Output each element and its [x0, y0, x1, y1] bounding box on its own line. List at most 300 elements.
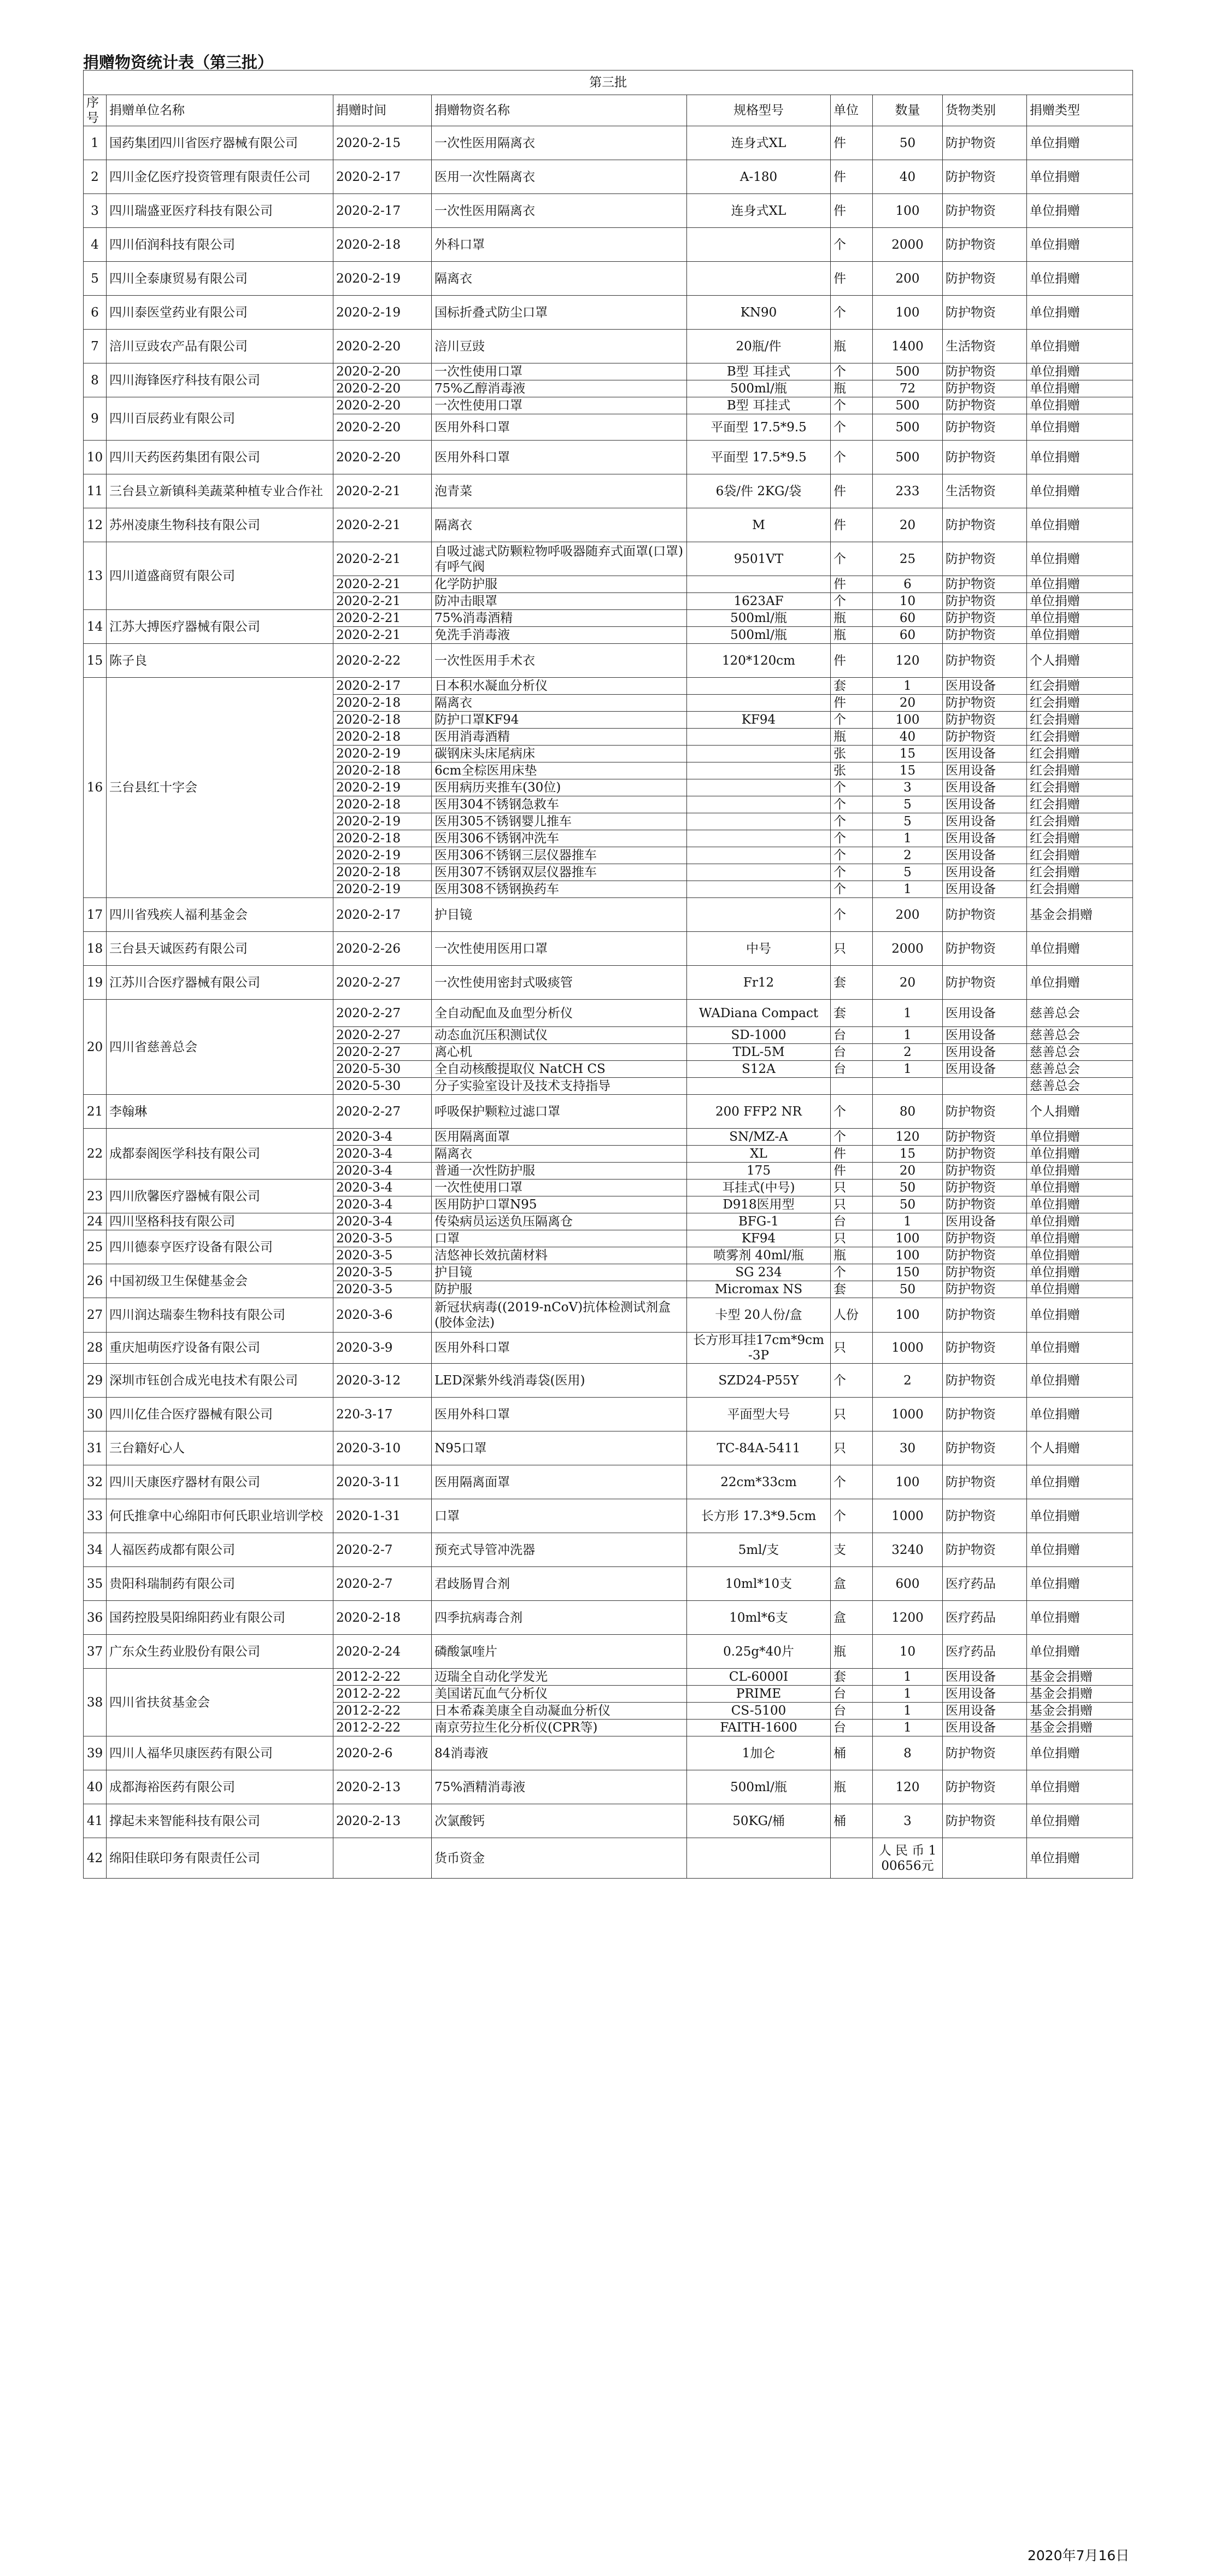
cell-donation-type: 单位捐赠: [1027, 1230, 1133, 1247]
cell-unit: 个: [831, 414, 873, 441]
cell-item: 涪川豆豉: [432, 330, 687, 363]
cell-spec: A-180: [687, 160, 831, 194]
batch-label: 第三批: [84, 71, 1133, 95]
cell-date: 2020-2-17: [333, 678, 432, 695]
table-row: [84, 441, 1133, 474]
row-index: 9: [84, 397, 107, 441]
cell-donation-type: 基金会捐赠: [1027, 1703, 1133, 1720]
cell-unit: 个: [831, 1499, 873, 1533]
table-row: [84, 966, 1133, 1000]
cell-category: 防护物资: [943, 508, 1027, 542]
cell-quantity: 20: [873, 508, 943, 542]
cell-spec: 10ml*10支: [687, 1567, 831, 1601]
cell-donation-type: 单位捐赠: [1027, 330, 1133, 363]
table-row: [84, 1804, 1133, 1838]
cell-spec: 120*120cm: [687, 644, 831, 678]
cell-spec: 连身式XL: [687, 194, 831, 228]
donor-name: 重庆旭萌医疗设备有限公司: [107, 1333, 333, 1364]
cell-quantity: 10: [873, 593, 943, 610]
cell-unit: 个: [831, 1465, 873, 1499]
table-row: [84, 1398, 1133, 1431]
row-index: 2: [84, 160, 107, 194]
cell-spec: 500ml/瓶: [687, 627, 831, 644]
cell-spec: 175: [687, 1163, 831, 1180]
cell-item: 一次性医用隔离衣: [432, 194, 687, 228]
cell-donation-type: 红会捐赠: [1027, 864, 1133, 881]
cell-item: 84消毒液: [432, 1736, 687, 1770]
cell-quantity: 20: [873, 1163, 943, 1180]
cell-unit: 件: [831, 508, 873, 542]
cell-category: 防护物资: [943, 1736, 1027, 1770]
cell-category: 医用设备: [943, 1720, 1027, 1736]
cell-unit: 个: [831, 847, 873, 864]
cell-donation-type: 红会捐赠: [1027, 712, 1133, 729]
cell-unit: 个: [831, 1095, 873, 1129]
cell-unit: 件: [831, 262, 873, 296]
cell-unit: 个: [831, 881, 873, 898]
cell-date: 2020-2-26: [333, 932, 432, 966]
cell-category: 医疗药品: [943, 1567, 1027, 1601]
row-index: 36: [84, 1601, 107, 1635]
donor-name: 国药集团四川省医疗器械有限公司: [107, 126, 333, 160]
cell-donation-type: 单位捐赠: [1027, 1146, 1133, 1163]
cell-item: 新冠状病毒((2019-nCoV)抗体检测试剂盒(胶体金法): [432, 1298, 687, 1333]
donor-name: 四川佰润科技有限公司: [107, 228, 333, 262]
donor-name: 四川人福华贝康医药有限公司: [107, 1736, 333, 1770]
cell-category: 防护物资: [943, 194, 1027, 228]
cell-date: 2020-2-19: [333, 881, 432, 898]
table-row: [84, 397, 1133, 414]
row-index: 16: [84, 678, 107, 898]
cell-spec: 9501VT: [687, 542, 831, 576]
donor-name: 四川全泰康贸易有限公司: [107, 262, 333, 296]
cell-date: 2020-2-20: [333, 414, 432, 441]
cell-item: 75%酒精消毒液: [432, 1770, 687, 1804]
table-row: [84, 1095, 1133, 1129]
cell-item: 医用一次性隔离衣: [432, 160, 687, 194]
cell-spec: 中号: [687, 932, 831, 966]
cell-quantity: 5: [873, 864, 943, 881]
cell-quantity: 1: [873, 1027, 943, 1044]
cell-category: 防护物资: [943, 296, 1027, 330]
donor-name: 四川省扶贫基金会: [107, 1669, 333, 1736]
cell-item: 泡青菜: [432, 474, 687, 508]
cell-date: 2020-2-21: [333, 627, 432, 644]
cell-category: 防护物资: [943, 712, 1027, 729]
cell-quantity: 200: [873, 262, 943, 296]
cell-quantity: 6: [873, 576, 943, 593]
cell-spec: [687, 847, 831, 864]
cell-quantity: 60: [873, 627, 943, 644]
row-index: 35: [84, 1567, 107, 1601]
cell-unit: 个: [831, 441, 873, 474]
cell-item: 医用防护口罩N95: [432, 1196, 687, 1213]
cell-spec: B型 耳挂式: [687, 363, 831, 380]
cell-spec: SG 234: [687, 1264, 831, 1281]
cell-item: 护目镜: [432, 1264, 687, 1281]
cell-quantity: 2: [873, 1364, 943, 1398]
cell-item: 迈瑞全自动化学发光: [432, 1669, 687, 1686]
donor-name: 撑起未来智能科技有限公司: [107, 1804, 333, 1838]
cell-item: 一次性使用口罩: [432, 397, 687, 414]
table-row: [84, 1635, 1133, 1669]
cell-unit: 件: [831, 576, 873, 593]
cell-date: 2020-2-18: [333, 228, 432, 262]
cell-date: 2020-2-21: [333, 610, 432, 627]
cell-quantity: [873, 1078, 943, 1095]
cell-category: 医用设备: [943, 1703, 1027, 1720]
cell-donation-type: 单位捐赠: [1027, 363, 1133, 380]
cell-donation-type: 单位捐赠: [1027, 441, 1133, 474]
cell-item: 自吸过滤式防颗粒物呼吸器随弃式面罩(口罩)有呼气阀: [432, 542, 687, 576]
cell-donation-type: 单位捐赠: [1027, 627, 1133, 644]
cell-donation-type: 红会捐赠: [1027, 881, 1133, 898]
cell-item: 预充式导管冲洗器: [432, 1533, 687, 1567]
cell-quantity: 1: [873, 1720, 943, 1736]
cell-quantity: 150: [873, 1264, 943, 1281]
cell-unit: 个: [831, 228, 873, 262]
row-index: 10: [84, 441, 107, 474]
cell-quantity: 3: [873, 779, 943, 796]
cell-category: 防护物资: [943, 1196, 1027, 1213]
cell-date: 2020-3-5: [333, 1230, 432, 1247]
cell-quantity: 50: [873, 126, 943, 160]
cell-date: 2020-2-20: [333, 441, 432, 474]
cell-item: 化学防护服: [432, 576, 687, 593]
cell-quantity: 233: [873, 474, 943, 508]
cell-date: 2020-2-27: [333, 1095, 432, 1129]
cell-quantity: 50: [873, 1180, 943, 1196]
table-row: [84, 1129, 1133, 1146]
cell-donation-type: 慈善总会: [1027, 1061, 1133, 1078]
cell-donation-type: 基金会捐赠: [1027, 898, 1133, 932]
cell-unit: 件: [831, 474, 873, 508]
cell-unit: 只: [831, 1333, 873, 1364]
cell-spec: [687, 678, 831, 695]
cell-date: 2020-3-5: [333, 1264, 432, 1281]
cell-item: 日本积水凝血分析仪: [432, 678, 687, 695]
table-row: [84, 1669, 1133, 1686]
cell-unit: 人份: [831, 1298, 873, 1333]
cell-quantity: 50: [873, 1196, 943, 1213]
cell-quantity: 1: [873, 881, 943, 898]
cell-category: 防护物资: [943, 898, 1027, 932]
cell-quantity: 1: [873, 1000, 943, 1027]
cell-spec: CL-6000I: [687, 1669, 831, 1686]
cell-date: 2020-2-27: [333, 1027, 432, 1044]
cell-item: 免洗手消毒液: [432, 627, 687, 644]
cell-category: 医用设备: [943, 1686, 1027, 1703]
cell-item: 医用病历夹推车(30位): [432, 779, 687, 796]
cell-date: 2020-2-27: [333, 966, 432, 1000]
cell-spec: [687, 864, 831, 881]
cell-donation-type: 单位捐赠: [1027, 1398, 1133, 1431]
row-index: 29: [84, 1364, 107, 1398]
cell-date: 2020-2-22: [333, 644, 432, 678]
cell-quantity: 100: [873, 1298, 943, 1333]
cell-donation-type: 单位捐赠: [1027, 126, 1133, 160]
cell-quantity: 1: [873, 1669, 943, 1686]
cell-unit: 台: [831, 1027, 873, 1044]
cell-spec: 500ml/瓶: [687, 610, 831, 627]
cell-date: 2020-2-20: [333, 397, 432, 414]
cell-item: 75%消毒酒精: [432, 610, 687, 627]
donor-name: 四川德泰亨医疗设备有限公司: [107, 1230, 333, 1264]
cell-item: 一次性医用隔离衣: [432, 126, 687, 160]
cell-item: 美国诺瓦血气分析仪: [432, 1686, 687, 1703]
cell-category: 生活物资: [943, 330, 1027, 363]
cell-quantity: 2000: [873, 228, 943, 262]
cell-date: 2020-2-13: [333, 1804, 432, 1838]
header-quantity: 数量: [873, 95, 943, 126]
cell-date: 2020-5-30: [333, 1078, 432, 1095]
cell-spec: [687, 881, 831, 898]
cell-spec: XL: [687, 1146, 831, 1163]
donor-name: 三台籍好心人: [107, 1431, 333, 1465]
row-index: 8: [84, 363, 107, 397]
cell-unit: [831, 1078, 873, 1095]
cell-spec: 500ml/瓶: [687, 380, 831, 397]
cell-category: 防护物资: [943, 414, 1027, 441]
cell-category: 医用设备: [943, 746, 1027, 762]
donor-name: 三台县天诚医药有限公司: [107, 932, 333, 966]
cell-unit: 个: [831, 796, 873, 813]
cell-item: 隔离衣: [432, 695, 687, 712]
cell-item: 医用消毒酒精: [432, 729, 687, 746]
cell-category: 医用设备: [943, 678, 1027, 695]
cell-quantity: 200: [873, 898, 943, 932]
cell-quantity: 1: [873, 1213, 943, 1230]
cell-item: 次氯酸钙: [432, 1804, 687, 1838]
cell-quantity: 3240: [873, 1533, 943, 1567]
donor-name: 四川天康医疗器材有限公司: [107, 1465, 333, 1499]
cell-quantity: 40: [873, 160, 943, 194]
row-index: 41: [84, 1804, 107, 1838]
table-row: [84, 474, 1133, 508]
cell-unit: 台: [831, 1686, 873, 1703]
cell-category: 防护物资: [943, 932, 1027, 966]
cell-donation-type: 单位捐赠: [1027, 1601, 1133, 1635]
cell-category: 医用设备: [943, 1000, 1027, 1027]
cell-spec: 1加仑: [687, 1736, 831, 1770]
cell-date: 2020-1-31: [333, 1499, 432, 1533]
cell-date: 2020-2-17: [333, 160, 432, 194]
cell-donation-type: 单位捐赠: [1027, 160, 1133, 194]
cell-item: 医用306不锈钢三层仪器推车: [432, 847, 687, 864]
cell-spec: SZD24-P55Y: [687, 1364, 831, 1398]
cell-quantity: 100: [873, 1230, 943, 1247]
cell-item: 隔离衣: [432, 508, 687, 542]
cell-quantity: 100: [873, 1247, 943, 1264]
cell-quantity: 15: [873, 1146, 943, 1163]
cell-category: 防护物资: [943, 610, 1027, 627]
row-index: 24: [84, 1213, 107, 1230]
cell-date: 2020-2-18: [333, 695, 432, 712]
cell-spec: Fr12: [687, 966, 831, 1000]
cell-date: 2020-2-18: [333, 1601, 432, 1635]
cell-spec: 长方形耳挂17cm*9cm -3P: [687, 1333, 831, 1364]
cell-quantity: 1000: [873, 1398, 943, 1431]
cell-spec: TC-84A-5411: [687, 1431, 831, 1465]
row-index: 37: [84, 1635, 107, 1669]
cell-unit: 件: [831, 1146, 873, 1163]
cell-category: 防护物资: [943, 593, 1027, 610]
row-index: 1: [84, 126, 107, 160]
cell-date: 2020-2-18: [333, 830, 432, 847]
cell-unit: 只: [831, 1230, 873, 1247]
cell-spec: [687, 746, 831, 762]
cell-quantity: 500: [873, 397, 943, 414]
cell-donation-type: 单位捐赠: [1027, 228, 1133, 262]
table-row: [84, 160, 1133, 194]
cell-unit: 瓶: [831, 330, 873, 363]
cell-donation-type: 单位捐赠: [1027, 1804, 1133, 1838]
header-donation-type: 捐赠类型: [1027, 95, 1133, 126]
cell-spec: [687, 830, 831, 847]
cell-date: 2020-3-4: [333, 1213, 432, 1230]
cell-spec: TDL-5M: [687, 1044, 831, 1061]
table-row: [84, 610, 1133, 627]
cell-donation-type: 单位捐赠: [1027, 1180, 1133, 1196]
cell-date: 2020-2-27: [333, 1000, 432, 1027]
row-index: 19: [84, 966, 107, 1000]
row-index: 42: [84, 1838, 107, 1879]
donor-name: 四川道盛商贸有限公司: [107, 542, 333, 610]
cell-item: 防护口罩KF94: [432, 712, 687, 729]
cell-unit: 件: [831, 160, 873, 194]
cell-date: 2020-2-19: [333, 779, 432, 796]
cell-donation-type: 慈善总会: [1027, 1027, 1133, 1044]
cell-item: 磷酸氯喹片: [432, 1635, 687, 1669]
cell-donation-type: 单位捐赠: [1027, 966, 1133, 1000]
donor-name: 四川海锋医疗科技有限公司: [107, 363, 333, 397]
cell-unit: 套: [831, 1281, 873, 1298]
cell-unit: 桶: [831, 1804, 873, 1838]
cell-category: 防护物资: [943, 1499, 1027, 1533]
cell-item: 分子实验室设计及技术支持指导: [432, 1078, 687, 1095]
cell-donation-type: 单位捐赠: [1027, 194, 1133, 228]
cell-item: 君歧肠胃合剂: [432, 1567, 687, 1601]
cell-donation-type: 单位捐赠: [1027, 397, 1133, 414]
cell-unit: 台: [831, 1720, 873, 1736]
row-index: 31: [84, 1431, 107, 1465]
cell-spec: 200 FFP2 NR: [687, 1095, 831, 1129]
cell-unit: 个: [831, 296, 873, 330]
cell-category: 防护物资: [943, 126, 1027, 160]
cell-item: 一次性使用口罩: [432, 363, 687, 380]
cell-item: 一次性使用口罩: [432, 1180, 687, 1196]
cell-unit: 只: [831, 1431, 873, 1465]
cell-donation-type: 红会捐赠: [1027, 779, 1133, 796]
table-row: [84, 508, 1133, 542]
cell-spec: [687, 813, 831, 830]
cell-quantity: 8: [873, 1736, 943, 1770]
table-row: [84, 1431, 1133, 1465]
cell-category: 防护物资: [943, 576, 1027, 593]
cell-date: 2020-2-21: [333, 593, 432, 610]
cell-item: 一次性医用手术衣: [432, 644, 687, 678]
cell-category: 防护物资: [943, 966, 1027, 1000]
donor-name: 四川润达瑞泰生物科技有限公司: [107, 1298, 333, 1333]
cell-donation-type: 单位捐赠: [1027, 1567, 1133, 1601]
cell-spec: KF94: [687, 712, 831, 729]
cell-date: 2020-2-18: [333, 762, 432, 779]
cell-spec: [687, 898, 831, 932]
cell-item: 口罩: [432, 1230, 687, 1247]
table-row: [84, 262, 1133, 296]
cell-item: 呼吸保护颗粒过滤口罩: [432, 1095, 687, 1129]
cell-category: 防护物资: [943, 1333, 1027, 1364]
cell-spec: [687, 762, 831, 779]
cell-category: 防护物资: [943, 627, 1027, 644]
donor-name: 贵阳科瑞制药有限公司: [107, 1567, 333, 1601]
cell-donation-type: 红会捐赠: [1027, 830, 1133, 847]
cell-unit: 台: [831, 1703, 873, 1720]
cell-unit: 套: [831, 966, 873, 1000]
table-row: [84, 1838, 1133, 1879]
cell-quantity: 500: [873, 363, 943, 380]
row-index: 15: [84, 644, 107, 678]
cell-date: 2020-3-4: [333, 1180, 432, 1196]
cell-spec: 1623AF: [687, 593, 831, 610]
cell-quantity: 1000: [873, 1499, 943, 1533]
cell-donation-type: 红会捐赠: [1027, 847, 1133, 864]
donor-name: 四川坚格科技有限公司: [107, 1213, 333, 1230]
cell-category: 防护物资: [943, 441, 1027, 474]
cell-spec: 连身式XL: [687, 126, 831, 160]
cell-category: 防护物资: [943, 1095, 1027, 1129]
cell-quantity: 1: [873, 830, 943, 847]
cell-item: 全自动配血及血型分析仪: [432, 1000, 687, 1027]
cell-quantity: 1000: [873, 1333, 943, 1364]
row-index: 20: [84, 1000, 107, 1095]
cell-quantity: 3: [873, 1804, 943, 1838]
cell-category: 医用设备: [943, 847, 1027, 864]
donor-name: 成都海裕医药有限公司: [107, 1770, 333, 1804]
row-index: 40: [84, 1770, 107, 1804]
cell-item: 外科口罩: [432, 228, 687, 262]
table-row: [84, 1465, 1133, 1499]
cell-quantity: 100: [873, 296, 943, 330]
cell-spec: KN90: [687, 296, 831, 330]
cell-category: [943, 1078, 1027, 1095]
cell-donation-type: 单位捐赠: [1027, 610, 1133, 627]
cell-unit: [831, 1838, 873, 1879]
cell-date: 2020-2-7: [333, 1533, 432, 1567]
cell-spec: [687, 1838, 831, 1879]
cell-category: 防护物资: [943, 1247, 1027, 1264]
cell-quantity: 2: [873, 847, 943, 864]
cell-unit: 只: [831, 1398, 873, 1431]
row-index: 17: [84, 898, 107, 932]
cell-category: 防护物资: [943, 397, 1027, 414]
cell-spec: SD-1000: [687, 1027, 831, 1044]
cell-unit: 台: [831, 1044, 873, 1061]
cell-category: 医用设备: [943, 1044, 1027, 1061]
cell-item: 75%乙醇消毒液: [432, 380, 687, 397]
cell-category: 防护物资: [943, 1230, 1027, 1247]
cell-quantity: 1: [873, 1686, 943, 1703]
cell-category: 医用设备: [943, 1061, 1027, 1078]
cell-item: 医用外科口罩: [432, 414, 687, 441]
cell-unit: 个: [831, 813, 873, 830]
cell-quantity: 25: [873, 542, 943, 576]
cell-spec: S12A: [687, 1061, 831, 1078]
cell-date: 2020-2-18: [333, 864, 432, 881]
cell-category: 医用设备: [943, 1027, 1027, 1044]
cell-donation-type: 单位捐赠: [1027, 932, 1133, 966]
cell-unit: 个: [831, 593, 873, 610]
